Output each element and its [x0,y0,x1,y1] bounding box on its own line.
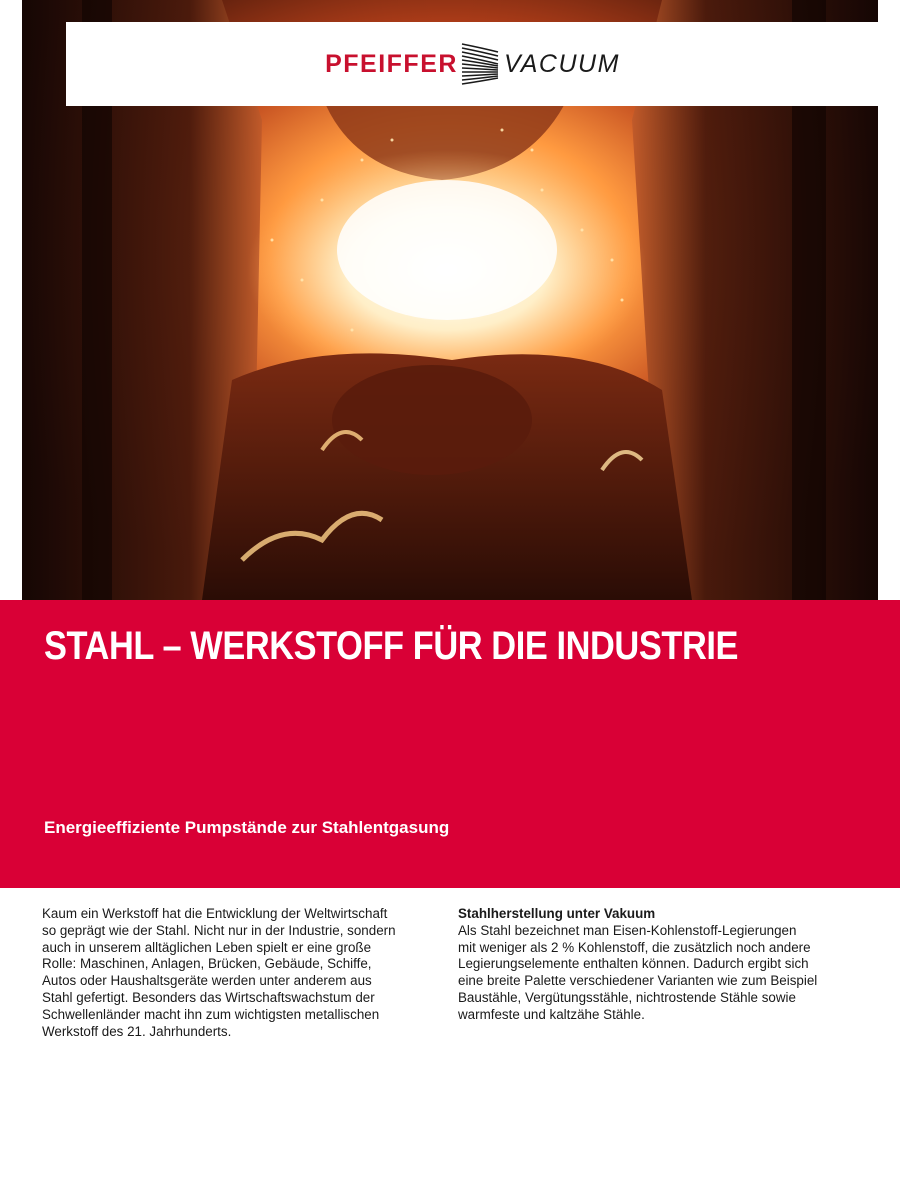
logo-swoosh-icon [460,42,500,86]
intro-line: Rolle: Maschinen, Anlagen, Brücken, Gebäude, Schiffe, [42,956,372,972]
intro-line: Autos oder Haushaltsgeräte werden unter anderem aus [42,973,372,989]
section-line: Legierungselemente enthalten können. Dadurch ergibt sich [458,956,809,972]
hero-image [22,0,878,600]
intro-line: auch in unserem alltäglichen Leben spielt er eine große [42,939,372,955]
logo-banner [66,22,878,106]
section-line: warmfeste und kaltzähe Stähle. [458,1006,645,1022]
intro-line: Werkstoff des 21. Jahrhunderts. [42,1023,232,1039]
section-line: Als Stahl bezeichnet man Eisen-Kohlenstoff-Legierungen [458,922,797,938]
page-subtitle: Energieeffiziente Pumpstände zur Stahlentgasung [44,818,450,837]
intro-line: so geprägt wie der Stahl. Nicht nur in der Industrie, sondern [42,922,396,938]
section-line: eine breite Palette verschiedener Varianten wie zum Beispiel [458,973,818,989]
pfeiffer-vacuum-logo [325,42,620,86]
section-line: mit weniger als 2 % Kohlenstoff, die zusätzlich noch andere [458,939,811,955]
intro-line: Stahl gefertigt. Besonders das Wirtschaftswachstum der [42,989,375,1005]
logo-word-pfeiffer: PFEIFFER [325,49,458,78]
page-title: STAHL – WERKSTOFF FÜR DIE INDUSTRIE [44,624,739,668]
section-line: Baustähle, Vergütungsstähle, nichtrostende Stähle sowie [458,989,796,1005]
intro-line: Kaum ein Werkstoff hat die Entwicklung der Weltwirtschaft [42,906,388,921]
intro-column [42,906,432,1040]
section-column [458,906,858,1024]
section-heading: Stahlherstellung unter Vakuum [458,906,656,921]
logo-word-vacuum: VACUUM [503,49,620,78]
intro-line: Schwellenländer macht ihn zum wichtigsten metallischen [42,1006,380,1022]
